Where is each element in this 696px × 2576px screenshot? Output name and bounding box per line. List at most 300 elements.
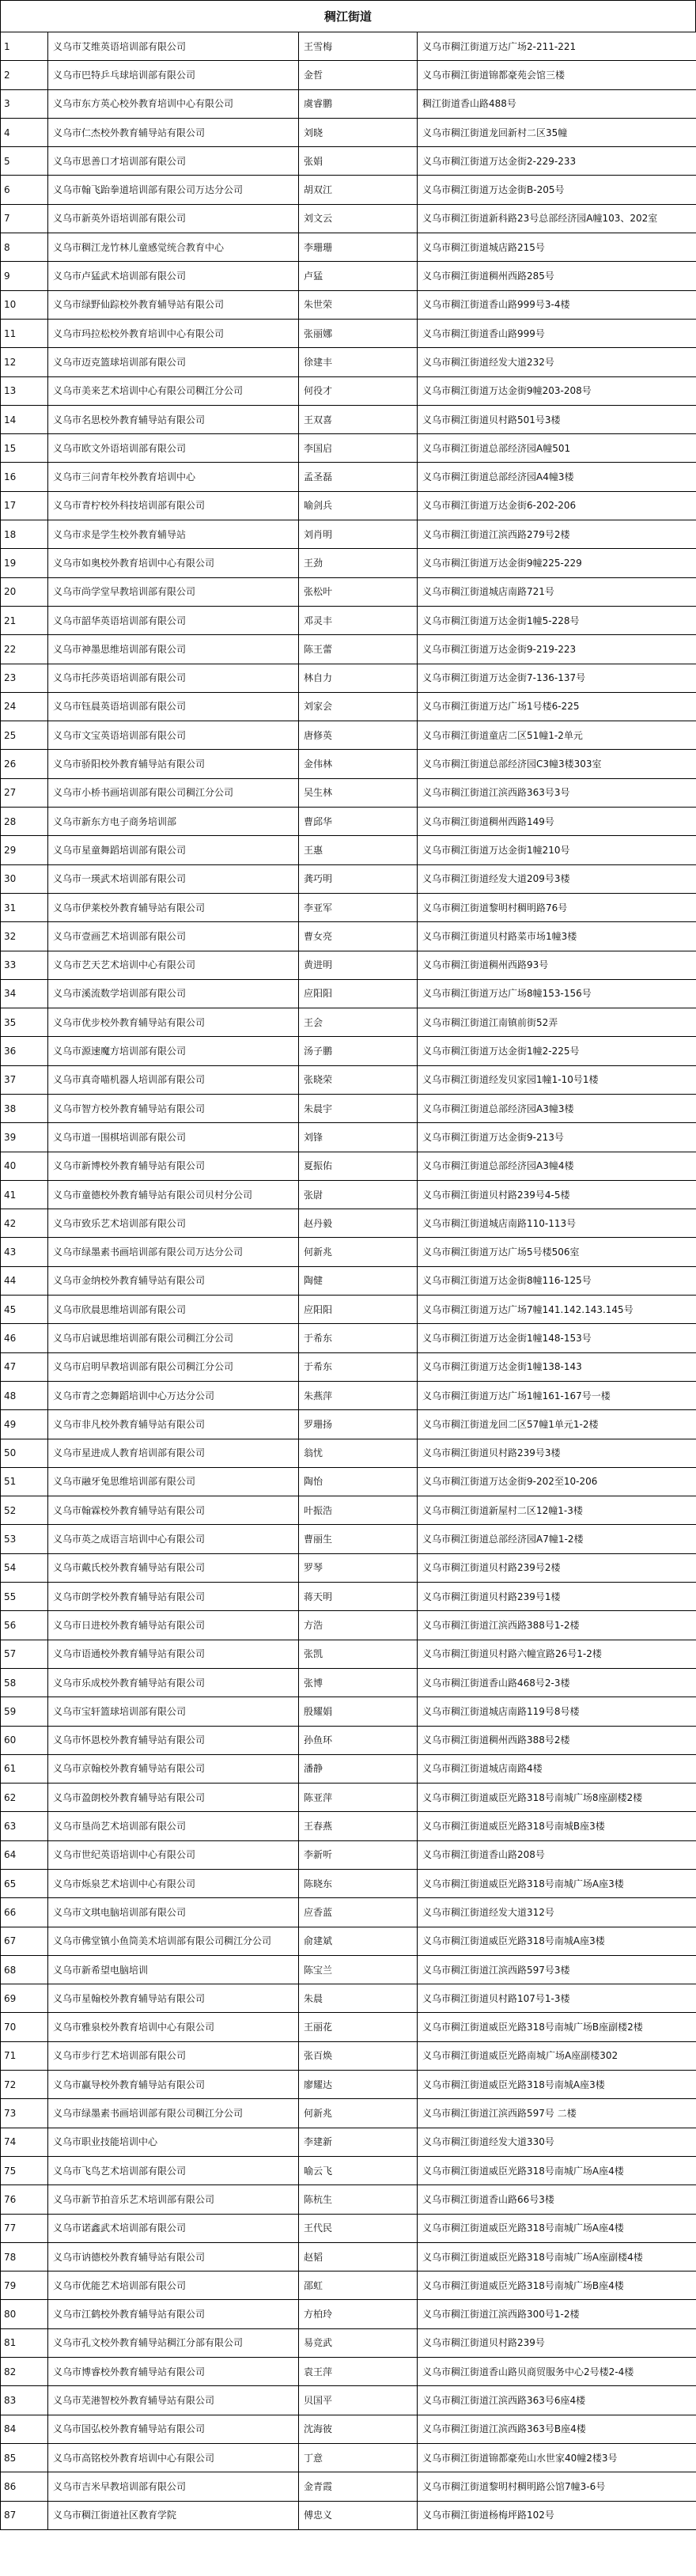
address: 义乌市稠江街道万达金街9-202至10-206 [418, 1467, 696, 1496]
table-row [1, 1467, 696, 1496]
institution-name: 义乌市星翰校外教育辅导站有限公司 [48, 1984, 299, 2013]
row-number: 45 [1, 1296, 48, 1324]
legal-representative: 何役才 [299, 376, 418, 405]
institution-name: 义乌市世纪英语培训中心有限公司 [48, 1840, 299, 1869]
legal-representative: 张百焕 [299, 2041, 418, 2070]
legal-representative: 潘静 [299, 1754, 418, 1783]
address: 义乌市稠江街道总部经济园A3幢4楼 [418, 1152, 696, 1180]
row-number: 48 [1, 1381, 48, 1409]
table-row [1, 2300, 696, 2328]
legal-representative: 翁忧 [299, 1439, 418, 1467]
legal-representative: 曹邱华 [299, 808, 418, 836]
address: 义乌市稠江街道贝村路239号3楼 [418, 1439, 696, 1467]
row-number: 22 [1, 635, 48, 664]
legal-representative: 卢猛 [299, 262, 418, 290]
address: 义乌市稠江街道童店二区51幢1-2单元 [418, 721, 696, 750]
legal-representative: 刘肖明 [299, 520, 418, 549]
institution-name: 义乌市非凡校外教育辅导站有限公司 [48, 1410, 299, 1439]
institution-name: 义乌市步行艺术培训部有限公司 [48, 2041, 299, 2070]
legal-representative: 李亚军 [299, 893, 418, 921]
institution-name: 义乌市雅泉校外教育培训中心有限公司 [48, 2013, 299, 2041]
institution-name: 义乌市讷德校外教育辅导站有限公司 [48, 2242, 299, 2271]
table-row [1, 2271, 696, 2300]
address: 义乌市稠江街道万达金街6-202-206 [418, 491, 696, 520]
institution-name: 义乌市职业技能培训中心 [48, 2128, 299, 2156]
address: 义乌市稠江街道总部经济园A幢501 [418, 434, 696, 463]
row-number: 50 [1, 1439, 48, 1467]
row-number: 68 [1, 1955, 48, 1984]
institution-name: 义乌市戴氏校外教育辅导站有限公司 [48, 1553, 299, 1582]
legal-representative: 邵虹 [299, 2271, 418, 2300]
address: 义乌市稠江街道万达金街1幢138-143 [418, 1352, 696, 1381]
row-number: 38 [1, 1094, 48, 1122]
row-number: 29 [1, 836, 48, 864]
legal-representative: 孙鱼环 [299, 1726, 418, 1754]
legal-representative: 易竞武 [299, 2328, 418, 2357]
address: 义乌市稠江街道万达金街1幢148-153号 [418, 1324, 696, 1352]
legal-representative: 朱晨宇 [299, 1094, 418, 1122]
row-number: 81 [1, 2328, 48, 2357]
institution-name: 义乌市韶华英语培训部有限公司 [48, 606, 299, 634]
row-number: 72 [1, 2071, 48, 2099]
institution-name: 义乌市思善口才培训部有限公司 [48, 147, 299, 176]
row-number: 55 [1, 1583, 48, 1611]
institution-name: 义乌市京翰校外教育辅导站有限公司 [48, 1754, 299, 1783]
legal-representative: 吴生林 [299, 778, 418, 807]
legal-representative: 王双喜 [299, 405, 418, 433]
row-number: 61 [1, 1754, 48, 1783]
row-number: 3 [1, 89, 48, 118]
table-row [1, 2242, 696, 2271]
row-number: 21 [1, 606, 48, 634]
institution-name: 义乌市优步校外教育辅导站有限公司 [48, 1008, 299, 1037]
address: 义乌市稠江街道贝村路239号1楼 [418, 1583, 696, 1611]
address: 义乌市稠江街道贝村路239号 [418, 2328, 696, 2357]
address: 义乌市稠江街道新科路23号总部经济园A幢103、202室 [418, 204, 696, 233]
legal-representative: 刘家会 [299, 692, 418, 721]
row-number: 36 [1, 1037, 48, 1065]
table-row [1, 2185, 696, 2214]
row-number: 33 [1, 951, 48, 979]
institution-table [0, 32, 696, 2530]
row-number: 40 [1, 1152, 48, 1180]
row-number: 53 [1, 1525, 48, 1553]
legal-representative: 唐修英 [299, 721, 418, 750]
table-row [1, 463, 696, 491]
institution-name: 义乌市仁杰校外教育辅导站有限公司 [48, 118, 299, 146]
table-row [1, 2214, 696, 2242]
address: 义乌市稠江街道万达金街1幢5-228号 [418, 606, 696, 634]
table-row [1, 204, 696, 233]
table-row [1, 290, 696, 319]
legal-representative: 朱燕萍 [299, 1381, 418, 1409]
table-row [1, 1898, 696, 1927]
table-row [1, 1784, 696, 1812]
institution-name: 义乌市玛拉松校外教育培训中心有限公司 [48, 319, 299, 347]
table-row [1, 1754, 696, 1783]
legal-representative: 李建新 [299, 2128, 418, 2156]
institution-name: 义乌市童德校外教育辅导站有限公司贝村分公司 [48, 1180, 299, 1209]
legal-representative: 喻剑兵 [299, 491, 418, 520]
row-number: 28 [1, 808, 48, 836]
table-row [1, 951, 696, 979]
legal-representative: 傅忠义 [299, 2501, 418, 2529]
table-row [1, 549, 696, 577]
legal-representative: 何新兆 [299, 1238, 418, 1266]
row-number: 63 [1, 1812, 48, 1840]
legal-representative: 汤子鹏 [299, 1037, 418, 1065]
institution-name: 义乌市名思校外教育辅导站有限公司 [48, 405, 299, 433]
table-body [1, 32, 696, 2530]
legal-representative: 王丽花 [299, 2013, 418, 2041]
table-row [1, 2415, 696, 2443]
address: 义乌市稠江街道威臣光路318号南城广场8座副楼2楼 [418, 1784, 696, 1812]
institution-name: 义乌市诺鑫武术培训部有限公司 [48, 2214, 299, 2242]
address: 义乌市稠江街道江滨西路363号B座4楼 [418, 2415, 696, 2443]
address: 义乌市稠江街道新屋村二区12幢1-3楼 [418, 1496, 696, 1525]
address: 义乌市稠江街道万达金街9幢225-229 [418, 549, 696, 577]
table-row [1, 61, 696, 89]
legal-representative: 应阳阳 [299, 979, 418, 1008]
table-row [1, 2128, 696, 2156]
address: 义乌市稠江街道江滨西路300号1-2楼 [418, 2300, 696, 2328]
institution-name: 义乌市启诚思维培训部有限公司稠江分公司 [48, 1324, 299, 1352]
address: 义乌市稠江街道稠州西路93号 [418, 951, 696, 979]
legal-representative: 金哲 [299, 61, 418, 89]
institution-name: 义乌市青柠校外科技培训部有限公司 [48, 491, 299, 520]
table-row [1, 1611, 696, 1640]
legal-representative: 张博 [299, 1668, 418, 1697]
institution-name: 义乌市溪流数学培训部有限公司 [48, 979, 299, 1008]
table-row [1, 606, 696, 634]
table-row [1, 520, 696, 549]
institution-name: 义乌市真奇喵机器人培训部有限公司 [48, 1065, 299, 1094]
address: 义乌市稠江街道贝村路107号1-3楼 [418, 1984, 696, 2013]
institution-name: 义乌市孔文校外教育辅导站稠江分部有限公司 [48, 2328, 299, 2357]
address: 义乌市稠江街道城店南路4楼 [418, 1754, 696, 1783]
address: 义乌市稠江街道威臣光路318号南城广场B座副楼2楼 [418, 2013, 696, 2041]
legal-representative: 王会 [299, 1008, 418, 1037]
institution-name: 义乌市佛堂镇小鱼筒美术培训部有限公司稠江分公司 [48, 1927, 299, 1955]
legal-representative: 刘晓 [299, 118, 418, 146]
table-row [1, 1840, 696, 1869]
table-row [1, 2328, 696, 2357]
institution-name: 义乌市江鹤校外教育辅导站有限公司 [48, 2300, 299, 2328]
row-number: 9 [1, 262, 48, 290]
table-row [1, 635, 696, 664]
table-row [1, 1697, 696, 1726]
row-number: 79 [1, 2271, 48, 2300]
legal-representative: 张娟 [299, 147, 418, 176]
table-title: 稠江街道 [0, 0, 696, 32]
table-row [1, 1668, 696, 1697]
address: 义乌市稠江街道江滨西路388号1-2楼 [418, 1611, 696, 1640]
row-number: 76 [1, 2185, 48, 2214]
row-number: 67 [1, 1927, 48, 1955]
institution-name: 义乌市赢导校外教育辅导站有限公司 [48, 2071, 299, 2099]
table-row [1, 1870, 696, 1898]
table-row [1, 2358, 696, 2386]
address: 义乌市稠江街道香山路468号2-3楼 [418, 1668, 696, 1697]
table-row [1, 1496, 696, 1525]
address: 义乌市稠江街道经发大道209号3楼 [418, 864, 696, 893]
row-number: 52 [1, 1496, 48, 1525]
table-row [1, 808, 696, 836]
legal-representative: 孟圣磊 [299, 463, 418, 491]
institution-name: 义乌市稠江街道社区教育学院 [48, 2501, 299, 2529]
address: 义乌市稠江街道万达广场8幢153-156号 [418, 979, 696, 1008]
legal-representative: 应香蓝 [299, 1898, 418, 1927]
institution-name: 义乌市求是学生校外教育辅导站 [48, 520, 299, 549]
table-row [1, 979, 696, 1008]
institution-name: 义乌市欧文外语培训部有限公司 [48, 434, 299, 463]
address: 义乌市稠江街道龙回二区57幢1单元1-2楼 [418, 1410, 696, 1439]
address: 义乌市稠江街道万达广场7幢141.142.143.145号 [418, 1296, 696, 1324]
institution-name: 义乌市高铭校外教育培训中心有限公司 [48, 2443, 299, 2472]
row-number: 27 [1, 778, 48, 807]
address: 义乌市稠江街道香山路999号3-4楼 [418, 290, 696, 319]
table-row [1, 1525, 696, 1553]
legal-representative: 王春燕 [299, 1812, 418, 1840]
row-number: 47 [1, 1352, 48, 1381]
legal-representative: 沈海彼 [299, 2415, 418, 2443]
table-row [1, 1209, 696, 1238]
table-row [1, 1955, 696, 1984]
row-number: 54 [1, 1553, 48, 1582]
institution-name: 义乌市盈朗校外教育辅导站有限公司 [48, 1784, 299, 1812]
institution-name: 义乌市博睿校外教育辅导站有限公司 [48, 2358, 299, 2386]
address: 义乌市稠江街道城店南路721号 [418, 577, 696, 606]
institution-name: 义乌市欣晨思维培训部有限公司 [48, 1296, 299, 1324]
row-number: 4 [1, 118, 48, 146]
legal-representative: 曹女亮 [299, 922, 418, 951]
row-number: 66 [1, 1898, 48, 1927]
row-number: 20 [1, 577, 48, 606]
address: 义乌市稠江街道万达广场1幢161-167号一楼 [418, 1381, 696, 1409]
row-number: 77 [1, 2214, 48, 2242]
row-number: 41 [1, 1180, 48, 1209]
address: 义乌市稠江街道威臣光路318号南城广场A座副楼4楼 [418, 2242, 696, 2271]
table-row [1, 1583, 696, 1611]
row-number: 13 [1, 376, 48, 405]
address: 义乌市稠江街道经发大道330号 [418, 2128, 696, 2156]
legal-representative: 何新兆 [299, 2099, 418, 2128]
legal-representative: 李珊珊 [299, 233, 418, 262]
table-row [1, 262, 696, 290]
row-number: 15 [1, 434, 48, 463]
table-row [1, 1439, 696, 1467]
row-number: 85 [1, 2443, 48, 2472]
institution-name: 义乌市朗学校外教育辅导站有限公司 [48, 1583, 299, 1611]
row-number: 56 [1, 1611, 48, 1640]
address: 义乌市稠江街道江滨西路597号3楼 [418, 1955, 696, 1984]
table-row [1, 692, 696, 721]
legal-representative: 李新听 [299, 1840, 418, 1869]
table-row [1, 1296, 696, 1324]
row-number: 42 [1, 1209, 48, 1238]
address: 义乌市稠江街道威臣光路318号南城A座3楼 [418, 1927, 696, 1955]
address: 义乌市稠江街道稠州西路388号2楼 [418, 1726, 696, 1754]
institution-name: 义乌市壹画艺术培训部有限公司 [48, 922, 299, 951]
row-number: 44 [1, 1266, 48, 1295]
table-row [1, 1123, 696, 1152]
legal-representative: 罗琴 [299, 1553, 418, 1582]
address: 义乌市稠江街道经发贝家园1幢1-10号1楼 [418, 1065, 696, 1094]
address: 义乌市稠江街道经发大道312号 [418, 1898, 696, 1927]
address: 义乌市稠江街道城店南路119号8号楼 [418, 1697, 696, 1726]
institution-name: 义乌市融牙兔思维培训部有限公司 [48, 1467, 299, 1496]
legal-representative: 龚巧明 [299, 864, 418, 893]
address: 义乌市稠江街道万达广场5号楼506室 [418, 1238, 696, 1266]
row-number: 31 [1, 893, 48, 921]
address: 义乌市稠江街道总部经济园A7幢1-2楼 [418, 1525, 696, 1553]
legal-representative: 王劲 [299, 549, 418, 577]
institution-name: 义乌市星进成人教育培训部有限公司 [48, 1439, 299, 1467]
institution-name: 义乌市芜港智校外教育辅导站有限公司 [48, 2386, 299, 2415]
table-row [1, 1152, 696, 1180]
table-row [1, 491, 696, 520]
row-number: 78 [1, 2242, 48, 2271]
address: 义乌市稠江街道万达金街9-213号 [418, 1123, 696, 1152]
table-row [1, 1324, 696, 1352]
institution-name: 义乌市骄阳校外教育辅导站有限公司 [48, 750, 299, 778]
row-number: 8 [1, 233, 48, 262]
address: 义乌市稠江街道威臣光路318号南城B座3楼 [418, 1812, 696, 1840]
address: 义乌市稠江街道威臣光路318号南城广场A座4楼 [418, 2156, 696, 2184]
legal-representative: 喻云飞 [299, 2156, 418, 2184]
row-number: 65 [1, 1870, 48, 1898]
legal-representative: 陈杭生 [299, 2185, 418, 2214]
table-row [1, 2013, 696, 2041]
institution-name: 义乌市小桥书画培训部有限公司稠江分公司 [48, 778, 299, 807]
row-number: 86 [1, 2472, 48, 2501]
address: 义乌市稠江街道威臣光路318号南城广场B座4楼 [418, 2271, 696, 2300]
institution-name: 义乌市绿墨素书画培训部有限公司稠江分公司 [48, 2099, 299, 2128]
institution-name: 义乌市尚学堂早教培训部有限公司 [48, 577, 299, 606]
table-row [1, 2156, 696, 2184]
institution-name: 义乌市艾维英语培训部有限公司 [48, 32, 299, 61]
institution-name: 义乌市三问青年校外教育培训中心 [48, 463, 299, 491]
institution-name: 义乌市绿墨素书画培训部有限公司万达分公司 [48, 1238, 299, 1266]
legal-representative: 陈宝兰 [299, 1955, 418, 1984]
institution-name: 义乌市国弘校外教育辅导站有限公司 [48, 2415, 299, 2443]
institution-name: 义乌市东方英心校外教育培训中心有限公司 [48, 89, 299, 118]
table-row [1, 1037, 696, 1065]
row-number: 37 [1, 1065, 48, 1094]
address: 义乌市稠江街道香山路贝商贸服务中心2号楼2-4楼 [418, 2358, 696, 2386]
address: 义乌市稠江街道万达金街9-219-223 [418, 635, 696, 664]
table-row [1, 32, 696, 61]
legal-representative: 虞睿鹏 [299, 89, 418, 118]
row-number: 59 [1, 1697, 48, 1726]
address: 义乌市稠江街道江滨西路597号 二楼 [418, 2099, 696, 2128]
legal-representative: 金青霞 [299, 2472, 418, 2501]
legal-representative: 陈王蕾 [299, 635, 418, 664]
legal-representative: 俞建斌 [299, 1927, 418, 1955]
institution-name: 义乌市迈克篮球培训部有限公司 [48, 348, 299, 376]
address: 义乌市稠江街道江南镇前街52弄 [418, 1008, 696, 1037]
institution-name: 义乌市托莎英语培训部有限公司 [48, 664, 299, 692]
institution-name: 义乌市吉米早教培训部有限公司 [48, 2472, 299, 2501]
row-number: 17 [1, 491, 48, 520]
table-row [1, 147, 696, 176]
legal-representative: 王惠 [299, 836, 418, 864]
legal-representative: 赵韬 [299, 2242, 418, 2271]
address: 义乌市稠江街道贝村路239号4-5楼 [418, 1180, 696, 1209]
address: 义乌市稠江街道香山路66号3楼 [418, 2185, 696, 2214]
row-number: 1 [1, 32, 48, 61]
table-row [1, 2386, 696, 2415]
institution-name: 义乌市智方校外教育辅导站有限公司 [48, 1094, 299, 1122]
table-row [1, 89, 696, 118]
table-row [1, 176, 696, 204]
address: 义乌市稠江街道万达金街B-205号 [418, 176, 696, 204]
table-row [1, 2443, 696, 2472]
row-number: 2 [1, 61, 48, 89]
institution-name: 义乌市新东方电子商务培训部 [48, 808, 299, 836]
legal-representative: 胡双江 [299, 176, 418, 204]
legal-representative: 邓灵丰 [299, 606, 418, 634]
table-row [1, 2099, 696, 2128]
row-number: 11 [1, 319, 48, 347]
legal-representative: 王雪梅 [299, 32, 418, 61]
table-row [1, 233, 696, 262]
institution-name: 义乌市星童舞蹈培训部有限公司 [48, 836, 299, 864]
table-row [1, 893, 696, 921]
legal-representative: 张松叶 [299, 577, 418, 606]
address: 义乌市稠江街道威臣光路318号南城广场A座3楼 [418, 1870, 696, 1898]
address: 义乌市稠江街道万达金街2-229-233 [418, 147, 696, 176]
table-row [1, 1812, 696, 1840]
table-row [1, 1984, 696, 2013]
table-row [1, 1381, 696, 1409]
address: 义乌市稠江街道黎明村稠明路公馆7幢3-6号 [418, 2472, 696, 2501]
legal-representative: 王代民 [299, 2214, 418, 2242]
address: 义乌市稠江街道杨梅坪路102号 [418, 2501, 696, 2529]
row-number: 12 [1, 348, 48, 376]
table-row [1, 2472, 696, 2501]
row-number: 74 [1, 2128, 48, 2156]
institution-name: 义乌市一瑛武术培训部有限公司 [48, 864, 299, 893]
institution-name: 义乌市烁泉艺术培训中心有限公司 [48, 1870, 299, 1898]
legal-representative: 朱晨 [299, 1984, 418, 2013]
institution-name: 义乌市乐成校外教育辅导站有限公司 [48, 1668, 299, 1697]
address: 义乌市稠江街道锦都豪苑会馆三楼 [418, 61, 696, 89]
row-number: 7 [1, 204, 48, 233]
legal-representative: 曹丽生 [299, 1525, 418, 1553]
address: 义乌市稠江街道万达广场1号楼6-225 [418, 692, 696, 721]
legal-representative: 林自力 [299, 664, 418, 692]
address: 义乌市稠江街道城店路215号 [418, 233, 696, 262]
table-row [1, 864, 696, 893]
table-row [1, 405, 696, 433]
legal-representative: 方柏玲 [299, 2300, 418, 2328]
institution-name: 义乌市日进校外教育辅导站有限公司 [48, 1611, 299, 1640]
legal-representative: 袁王萍 [299, 2358, 418, 2386]
table-row [1, 1094, 696, 1122]
address: 义乌市稠江街道香山路208号 [418, 1840, 696, 1869]
institution-name: 义乌市飞鸟艺术培训部有限公司 [48, 2156, 299, 2184]
address: 义乌市稠江街道万达金街8幢116-125号 [418, 1266, 696, 1295]
table-row [1, 348, 696, 376]
row-number: 49 [1, 1410, 48, 1439]
table-row [1, 2041, 696, 2070]
institution-name: 义乌市新英外语培训部有限公司 [48, 204, 299, 233]
row-number: 70 [1, 2013, 48, 2041]
table-row [1, 2501, 696, 2529]
table-row [1, 1180, 696, 1209]
legal-representative: 蒋天明 [299, 1583, 418, 1611]
